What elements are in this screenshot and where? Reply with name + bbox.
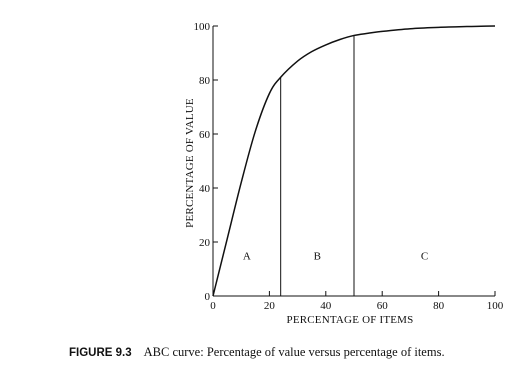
y-axis-title: PERCENTAGE OF VALUE (184, 98, 196, 228)
region-label-a: A (242, 250, 251, 263)
region-label-b: B (313, 250, 322, 263)
x-tick-label: 100 (486, 300, 504, 312)
region-label-c: C (420, 250, 429, 263)
x-tick-label: 80 (433, 300, 445, 312)
labels-layer (194, 21, 504, 312)
x-tick-label: 20 (263, 300, 275, 312)
x-tick-label: 0 (210, 300, 216, 312)
y-tick-label: 60 (199, 129, 210, 141)
y-tick-label: 80 (199, 75, 210, 87)
y-tick-label: 0 (204, 291, 210, 303)
figure-caption (69, 343, 445, 361)
y-tick-label: 100 (193, 21, 210, 33)
x-tick-label: 60 (376, 300, 388, 312)
figure-caption-text: ABC curve: Percentage of value versus percentage of items. (143, 345, 445, 359)
y-tick-label: 20 (199, 237, 210, 249)
x-axis-title: PERCENTAGE OF ITEMS (286, 314, 414, 326)
figure-number: FIGURE 9.3 (69, 347, 132, 359)
y-tick-label: 40 (199, 183, 210, 195)
x-tick-label: 40 (320, 300, 332, 312)
